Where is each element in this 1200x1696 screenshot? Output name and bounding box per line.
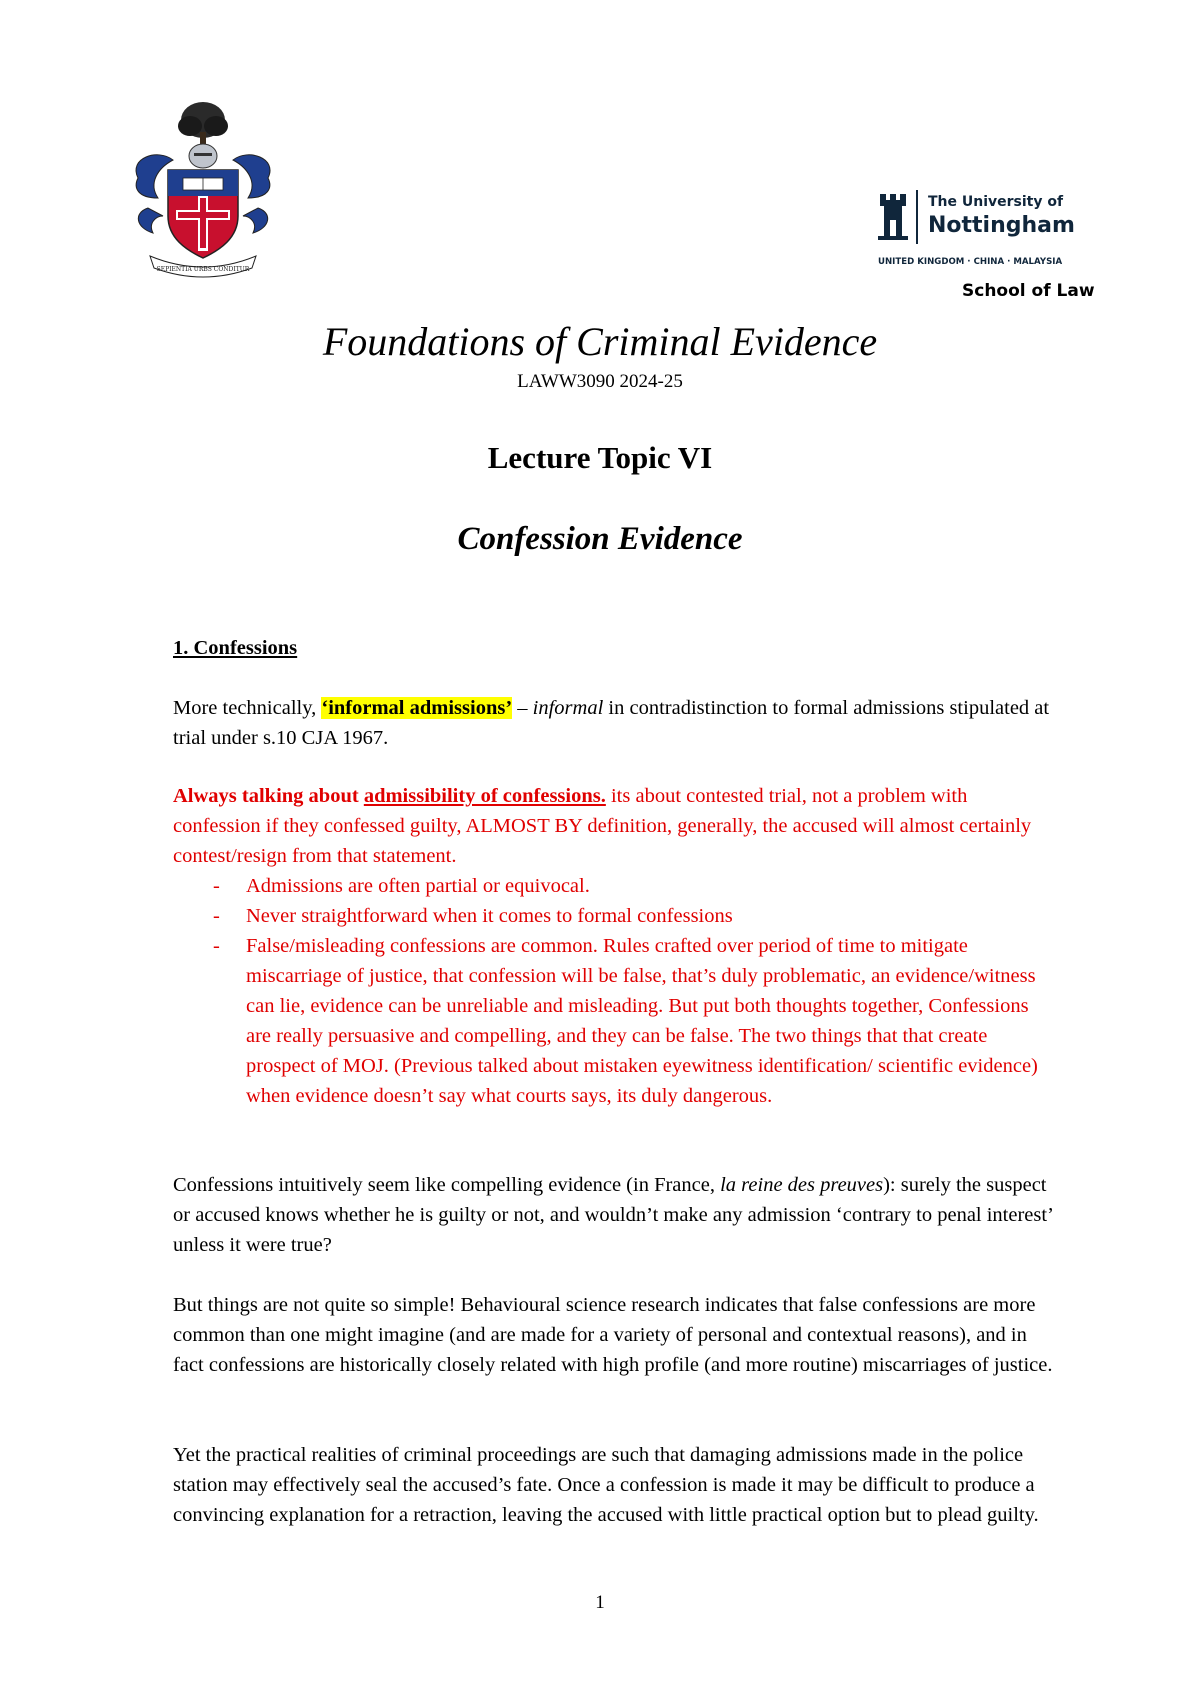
castle-icon	[878, 194, 908, 240]
highlighted-term: ‘informal admissions’	[321, 697, 513, 719]
annotation-text: its about contested trial, not a problem with confession if they confessed guilty, ALMOST BY definition, generally, the accused will almost certainly contest/resign from that statement.	[173, 785, 1032, 867]
paragraph-practical-realities: Yet the practical realities of criminal proceedings are such that damaging admissions made in the police station may effectively seal the accused’s fate. Once a confession is made it may be difficult to produce a convincing explanation for a retraction, leaving the accused with little practical option but to plead guilty.	[173, 1444, 1039, 1526]
italic-term: informal	[532, 697, 604, 719]
document-title: Foundations of Criminal Evidence	[322, 319, 878, 364]
bullet-marker: -	[213, 875, 220, 897]
module-code: LAWW3090 2024-25	[517, 371, 683, 392]
list-item-text: Never straightforward when it comes to formal confessions	[246, 905, 733, 927]
text-run: in contradistinction to formal admissions stipulated at trial under s.10 CJA 1967.	[173, 697, 1050, 749]
annotation-block	[173, 781, 1053, 1111]
coat-of-arms-logo	[128, 98, 278, 280]
text-run: ): surely the suspect or accused knows whether he is guilty or not, and wouldn’t make any admission ‘contrary to penal interest’ unless it were true?	[173, 1174, 1053, 1256]
school-label: School of Law	[962, 281, 1095, 301]
bullet-marker: -	[213, 905, 220, 927]
text-run: More technically,	[173, 697, 322, 719]
annotation-bullet-list	[173, 871, 1053, 1111]
list-item-text: Admissions are often partial or equivocal.	[246, 875, 590, 897]
university-logo	[876, 186, 1096, 280]
list-item	[173, 901, 1053, 931]
list-item	[173, 931, 1053, 1111]
page-number: 1	[595, 1592, 605, 1613]
university-tagline: UNITED KINGDOM · CHINA · MALAYSIA	[878, 257, 1063, 267]
text-run: Confessions intuitively seem like compelling evidence (in France,	[173, 1174, 721, 1196]
section-heading: 1. Confessions	[173, 637, 298, 659]
crest-motto: SEPIENTIA URBS CONDITUR	[156, 266, 250, 273]
annotation-bold-underlined-text: admissibility of confessions.	[363, 785, 606, 807]
university-name-line2: Nottingham	[928, 213, 1075, 238]
paragraph-false-confessions: But things are not quite so simple! Behavioural science research indicates that false confessions are more common than one might imagine (and are made for a variety of personal and contextual reasons), and in fact confessions are historically closely related with high profile (and more routine) miscarriages of justice.	[173, 1294, 1053, 1376]
list-item	[173, 871, 1053, 901]
paragraph-intuitive-evidence	[173, 1170, 1053, 1260]
university-name-line1: The University of	[928, 194, 1064, 210]
paragraph-informal-admissions	[173, 693, 1053, 753]
text-run: –	[512, 697, 533, 719]
italic-term: la reine des preuves	[720, 1174, 884, 1196]
lecture-subtitle: Confession Evidence	[457, 521, 743, 557]
annotation-bold-text: Always talking about	[173, 785, 364, 807]
lecture-topic-heading: Lecture Topic VI	[487, 440, 713, 475]
list-item-text: False/misleading confessions are common. Rules crafted over period of time to mitigate miscarriage of justice, that confession will be false, that’s duly problematic, an evidence/witness can lie, evidence can be unreliable and misleading. But put both thoughts together, Confessions are really persuasive and compelling, and they can be false. The two things that that create prospect of MOJ. (Previous talked about mistaken eyewitness identification/ scientific evidence) when evidence doesn’t say what courts says, its duly dangerous.	[246, 935, 1038, 1107]
bullet-marker: -	[213, 935, 220, 957]
